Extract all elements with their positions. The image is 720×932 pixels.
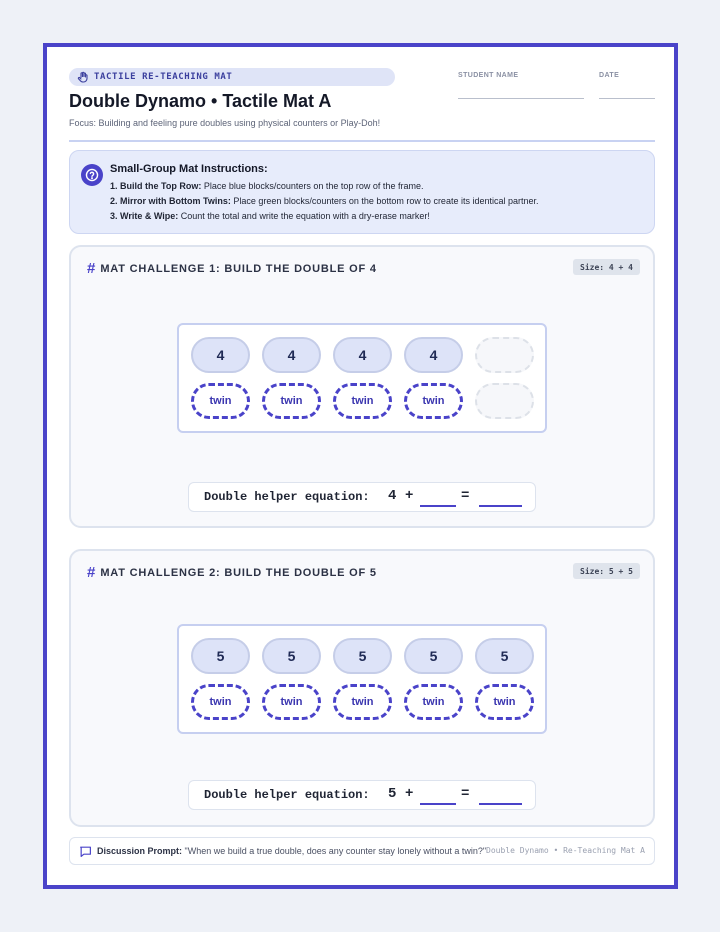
challenge-card-2	[69, 549, 655, 827]
instruction-step-2: 2. Mirror with Bottom Twins: Place green blocks/counters on the bottom row to create its identical partner.	[110, 196, 539, 206]
equation-label: Double helper equation:	[204, 788, 370, 802]
counter-twin[interactable]: twin	[475, 684, 534, 720]
hash-icon: #	[87, 564, 96, 581]
question-circle-icon	[81, 164, 103, 186]
counter-twin[interactable]: twin	[404, 383, 463, 419]
footer-credit: Double Dynamo • Re-Teaching Mat A	[486, 846, 645, 855]
counter-top[interactable]: 5	[262, 638, 321, 674]
equation-box-1	[188, 482, 536, 512]
challenge-card-1	[69, 245, 655, 528]
counter-twin[interactable]: twin	[262, 383, 321, 419]
equation-box-2	[188, 780, 536, 810]
counter-top[interactable]: 4	[333, 337, 392, 373]
chat-bubble-icon	[79, 845, 92, 858]
plus-sign: +	[405, 488, 414, 504]
instruction-step-1: 1. Build the Top Row: Place blue blocks/counters on the top row of the frame.	[110, 181, 424, 191]
discussion-prompt: Discussion Prompt: "When we build a true double, does any counter stay lonely without a twin?"	[97, 846, 487, 856]
discussion-footer	[69, 837, 655, 865]
student-name-field[interactable]	[458, 98, 584, 99]
ten-frame-1	[177, 323, 547, 433]
challenge-title-2: # MAT CHALLENGE 2: BUILD THE DOUBLE OF 5	[87, 564, 377, 581]
equation-addend: 5	[388, 786, 397, 802]
badge-label: TACTILE RE-TEACHING MAT	[94, 72, 233, 82]
student-name-label: STUDENT NAME	[458, 72, 519, 79]
counter-top[interactable]: 5	[333, 638, 392, 674]
empty-slot[interactable]	[475, 337, 534, 373]
ten-frame-2	[177, 624, 547, 734]
date-field[interactable]	[599, 98, 655, 99]
focus-subtitle: Focus: Building and feeling pure doubles using physical counters or Play-Doh!	[69, 118, 381, 128]
counter-twin[interactable]: twin	[404, 684, 463, 720]
size-tag-2: Size: 5 + 5	[573, 563, 640, 579]
instructions-title: Small-Group Mat Instructions:	[110, 163, 268, 175]
instructions-panel	[69, 150, 655, 234]
counter-top[interactable]: 4	[191, 337, 250, 373]
counter-top[interactable]: 5	[191, 638, 250, 674]
equals-sign: =	[461, 786, 470, 802]
counter-twin[interactable]: twin	[333, 684, 392, 720]
counter-twin[interactable]: twin	[262, 684, 321, 720]
hash-icon: #	[87, 260, 96, 277]
date-label: DATE	[599, 72, 620, 79]
counter-top[interactable]: 5	[475, 638, 534, 674]
plus-sign: +	[405, 786, 414, 802]
counter-twin[interactable]: twin	[191, 383, 250, 419]
addend-blank[interactable]	[420, 505, 456, 507]
addend-blank[interactable]	[420, 803, 456, 805]
size-tag-1: Size: 4 + 4	[573, 259, 640, 275]
hand-icon	[77, 71, 89, 83]
challenge-title-1: # MAT CHALLENGE 1: BUILD THE DOUBLE OF 4	[87, 260, 377, 277]
equation-addend: 4	[388, 488, 397, 504]
page-title: Double Dynamo • Tactile Mat A	[69, 91, 332, 111]
equals-sign: =	[461, 488, 470, 504]
counter-top[interactable]: 4	[262, 337, 321, 373]
instruction-step-3: 3. Write & Wipe: Count the total and write the equation with a dry-erase marker!	[110, 211, 430, 221]
sum-blank[interactable]	[479, 505, 522, 507]
empty-slot[interactable]	[475, 383, 534, 419]
counter-top[interactable]: 4	[404, 337, 463, 373]
worksheet-page	[43, 43, 678, 889]
header-divider	[69, 140, 655, 142]
equation-label: Double helper equation:	[204, 490, 370, 504]
counter-twin[interactable]: twin	[333, 383, 392, 419]
counter-twin[interactable]: twin	[191, 684, 250, 720]
counter-top[interactable]: 5	[404, 638, 463, 674]
mat-type-badge	[69, 68, 395, 86]
sum-blank[interactable]	[479, 803, 522, 805]
